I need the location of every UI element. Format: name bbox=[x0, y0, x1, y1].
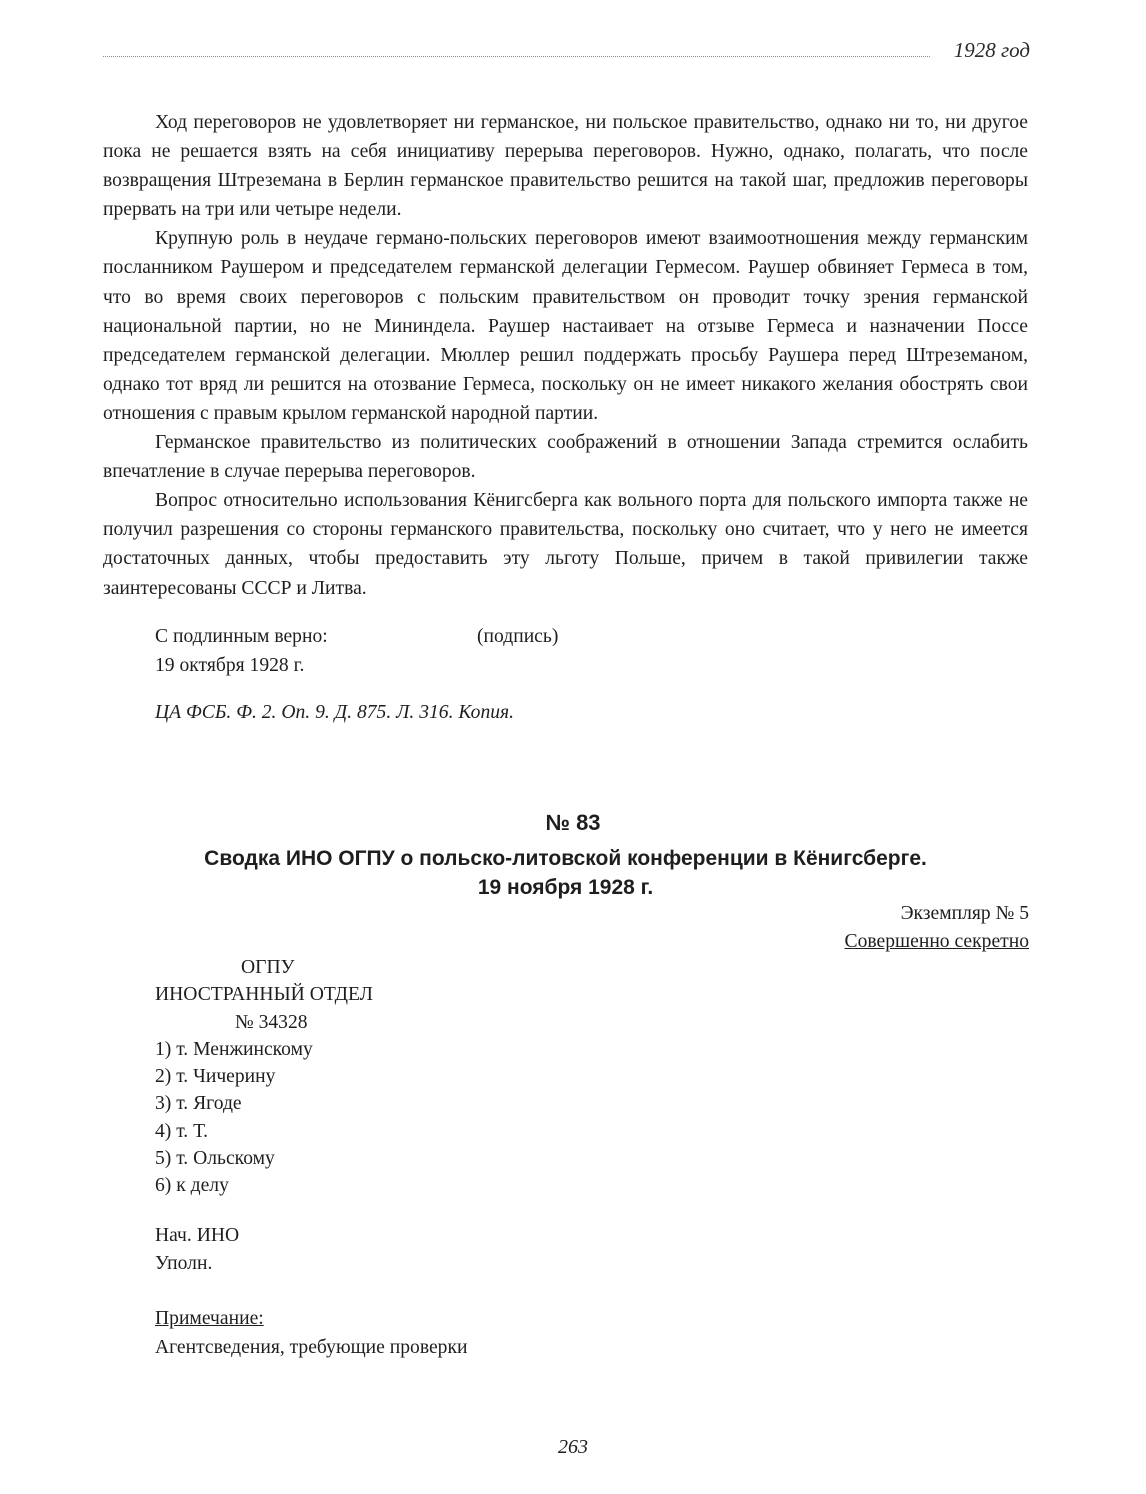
copy-info bbox=[845, 900, 1029, 956]
note-text: Агентсведения, требующие проверки bbox=[155, 1337, 468, 1358]
note-label: Примечание: bbox=[155, 1308, 264, 1329]
addressing-block bbox=[155, 954, 373, 1200]
signatory-line: Уполн. bbox=[155, 1253, 213, 1274]
signature-text: (подпись) bbox=[477, 626, 559, 647]
classification-label: Совершенно секретно bbox=[844, 931, 1029, 952]
archive-reference: ЦА ФСБ. Ф. 2. Оп. 9. Д. 875. Л. 316. Копия. bbox=[155, 702, 515, 723]
copy-label: Экземпляр № 5 bbox=[900, 903, 1029, 924]
page-header bbox=[103, 36, 1030, 66]
paragraph: Ход переговоров не удовлетворяет ни германское, ни польское правительство, однако ни то, ни другое пока не решается взять на себя инициативу перерыва переговоров. Нужно, однако, полагать, что после возвращения Штреземана в Берлин германское правительство решится на такой шаг, предложив переговоры прервать на три или четыре недели. bbox=[103, 112, 1028, 221]
signature-block bbox=[155, 622, 558, 680]
certified-label: С подлинным верно: bbox=[155, 626, 328, 647]
paragraph: Крупную роль в неудаче германо-польских переговоров имеют взаимоотношения между германским посланником Раушером и председателем германской делегации Гермесом. Раушер обвиняет Гермеса в том, что во время своих переговоров с польским правительством он проводит точку зрения германской национальной партии, но не Мининдела. Раушер настаивает на отзыве Гермеса и назначении Поссе председателем германской делегации. Мюллер решил поддержать просьбу Раушера перед Штреземаном, однако тот вряд ли решится на отозвание Гермеса, поскольку он не имеет никакого желания обострять свои отношения с правым крылом германской народной партии. bbox=[103, 228, 1028, 424]
recipient-item: 5) т. Ольскому bbox=[155, 1148, 275, 1170]
signature-date: 19 октября 1928 г. bbox=[155, 655, 305, 676]
document-title-line: Сводка ИНО ОГПУ о польско-литовской конференции в Кёнигсберге. bbox=[204, 847, 927, 870]
department-name: ИНОСТРАННЫЙ ОТДЕЛ bbox=[155, 984, 373, 1006]
document-number: № 83 bbox=[545, 810, 601, 835]
page-number: 263 bbox=[558, 1436, 588, 1458]
recipient-item: 3) т. Ягоде bbox=[155, 1093, 242, 1115]
org-name: ОГПУ bbox=[241, 957, 295, 978]
signatories-block bbox=[155, 1222, 239, 1278]
recipient-item: 6) к делу bbox=[155, 1175, 229, 1197]
body-text bbox=[103, 108, 1028, 603]
header-year: 1928 год bbox=[953, 38, 1030, 62]
outgoing-number: № 34328 bbox=[235, 1011, 308, 1033]
document-title bbox=[103, 844, 1028, 902]
paragraph: Германское правительство из политических соображений в отношении Запада стремится ослабить впечатление в случае перерыва переговоров. bbox=[103, 432, 1028, 483]
recipient-item: 2) т. Чичерину bbox=[155, 1066, 276, 1088]
recipient-item: 1) т. Менжинскому bbox=[155, 1038, 313, 1060]
paragraph: Вопрос относительно использования Кёнигсберга как вольного порта для польского импорта также не получил разрешения со стороны германского правительства, поскольку оно считает, что у него не имеется достаточных данных, чтобы предоставить эту льготу Польше, причем в такой привилегии также заинтересованы СССР и Литва. bbox=[103, 490, 1028, 599]
header-dotted-rule bbox=[103, 56, 930, 57]
note-block bbox=[155, 1304, 467, 1362]
signature-row bbox=[155, 622, 558, 651]
signatory-line: Нач. ИНО bbox=[155, 1225, 240, 1246]
document-date-line: 19 ноября 1928 г. bbox=[477, 876, 654, 899]
recipient-item: 4) т. Т. bbox=[155, 1120, 209, 1142]
